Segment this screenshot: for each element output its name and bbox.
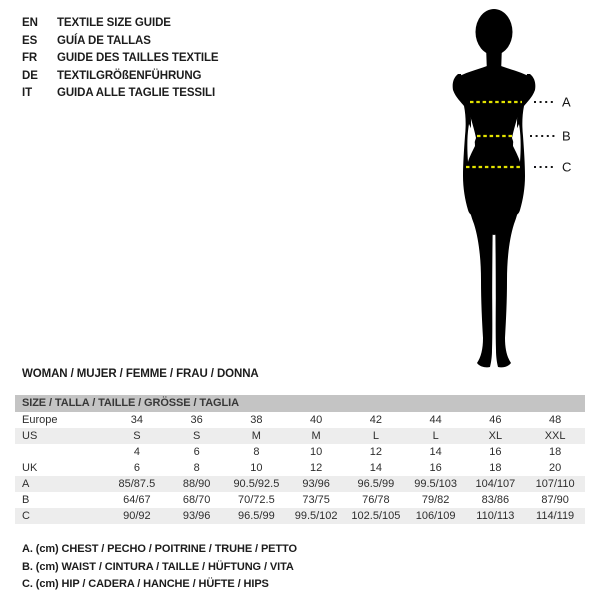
row-label (15, 444, 107, 460)
size-value: 106/109 (415, 510, 456, 522)
language-title: GUIDA ALLE TAGLIE TESSILI (57, 87, 216, 99)
size-value: 83/86 (481, 494, 510, 506)
language-code: IT (22, 87, 33, 99)
table-row-waist (15, 492, 585, 508)
section-title: WOMAN / MUJER / FEMME / FRAU / DONNA (22, 368, 259, 380)
size-value: 110/113 (476, 510, 515, 522)
size-value: 10 (250, 462, 263, 474)
table-row-us (15, 428, 585, 444)
size-value: 12 (310, 462, 323, 474)
size-value: 4 (133, 446, 140, 458)
size-value: 42 (369, 414, 382, 426)
measurement-legend (22, 541, 297, 594)
size-value: 34 (130, 414, 143, 426)
table-row-chest (15, 476, 585, 492)
size-value: 79/82 (421, 494, 450, 506)
size-value: L (372, 430, 379, 442)
size-value: 6 (133, 462, 140, 474)
size-value: 40 (310, 414, 323, 426)
size-value: 96.5/99 (357, 478, 395, 490)
legend-waist: B. (cm) WAIST / CINTURA / TAILLE / HÜFTUNG / VITA (22, 560, 294, 573)
size-value: 16 (489, 446, 502, 458)
language-row-en (22, 15, 219, 33)
size-value: 20 (549, 462, 562, 474)
size-value: 99.5/102 (294, 510, 338, 522)
size-value: 38 (250, 414, 263, 426)
size-value: 96.5/99 (238, 510, 275, 522)
size-value: 70/72.5 (238, 494, 275, 506)
size-value: 64/67 (123, 494, 151, 506)
woman-silhouette (434, 8, 600, 368)
legend-chest: A. (cm) CHEST / PECHO / POITRINE / TRUHE / PETTO (22, 543, 297, 555)
table-row-us-numeric (15, 444, 585, 460)
size-value: 102.5/105 (351, 510, 401, 522)
size-value: 93/96 (182, 510, 211, 522)
language-code: ES (22, 34, 38, 47)
row-label: UK (22, 462, 38, 474)
language-list (22, 15, 219, 103)
size-value: M (251, 430, 261, 442)
row-label: Europe (22, 414, 58, 426)
size-value: 76/78 (362, 494, 390, 506)
size-value: 8 (253, 446, 260, 458)
size-value: 68/70 (182, 494, 211, 506)
size-value: 107/110 (535, 478, 575, 490)
language-title: TEXTILGRÖßENFÜHRUNG (57, 69, 202, 82)
language-title: GUIDE DES TAILLES TEXTILE (57, 52, 219, 64)
measure-label-b: B (562, 128, 571, 144)
size-value: 104/107 (475, 478, 516, 490)
table-row-hip (15, 508, 585, 524)
size-value: 10 (310, 446, 323, 458)
size-value: S (192, 430, 201, 442)
table-row-uk (15, 460, 585, 476)
size-value: 93/96 (302, 478, 330, 490)
size-value: 12 (369, 446, 382, 458)
size-value: M (311, 430, 321, 442)
language-title: GUÍA DE TALLAS (57, 34, 151, 47)
row-label: US (22, 430, 38, 442)
size-value: 14 (429, 446, 442, 458)
language-row-de (22, 68, 219, 86)
language-row-it (22, 85, 219, 103)
language-row-fr (22, 50, 219, 68)
leader-dotted-lines (530, 102, 556, 167)
size-value: 14 (369, 462, 382, 474)
table-row-europe (15, 412, 585, 428)
size-value: 88/90 (182, 478, 211, 490)
size-table (15, 395, 585, 524)
size-value: XL (488, 430, 503, 442)
size-value: 44 (429, 414, 442, 426)
size-value: 18 (489, 462, 502, 474)
language-code: EN (22, 17, 38, 29)
size-value: L (432, 430, 439, 442)
measure-label-c: C (562, 159, 572, 175)
size-value: 16 (429, 462, 442, 474)
row-label: A (22, 478, 30, 490)
measure-label-a: A (562, 94, 571, 110)
size-value: 85/87.5 (118, 478, 156, 490)
size-value: 73/75 (302, 494, 330, 506)
size-value: S (133, 430, 141, 442)
language-code: FR (22, 52, 38, 64)
size-value: 90/92 (123, 510, 151, 522)
size-value: 18 (549, 446, 562, 458)
body-measurement-diagram (434, 8, 600, 368)
size-value: 114/119 (536, 510, 575, 522)
size-value: 87/90 (541, 494, 569, 506)
size-value: 90.5/92.5 (233, 478, 280, 490)
size-value: 8 (193, 462, 200, 474)
legend-hip: C. (cm) HIP / CADERA / HANCHE / HÜFTE / HIPS (22, 578, 269, 590)
language-code: DE (22, 69, 38, 82)
size-value: 36 (190, 414, 203, 426)
size-value: XXL (544, 430, 566, 442)
size-value: 99.5/103 (414, 478, 458, 490)
size-value: 46 (489, 414, 502, 426)
row-label: B (22, 494, 30, 506)
language-row-es (22, 33, 219, 51)
size-value: 6 (193, 446, 200, 458)
language-title: TEXTILE SIZE GUIDE (57, 17, 171, 29)
row-label: C (22, 510, 30, 522)
table-header: SIZE / TALLA / TAILLE / GRÖSSE / TAGLIA (15, 395, 585, 412)
size-value: 48 (549, 414, 562, 426)
